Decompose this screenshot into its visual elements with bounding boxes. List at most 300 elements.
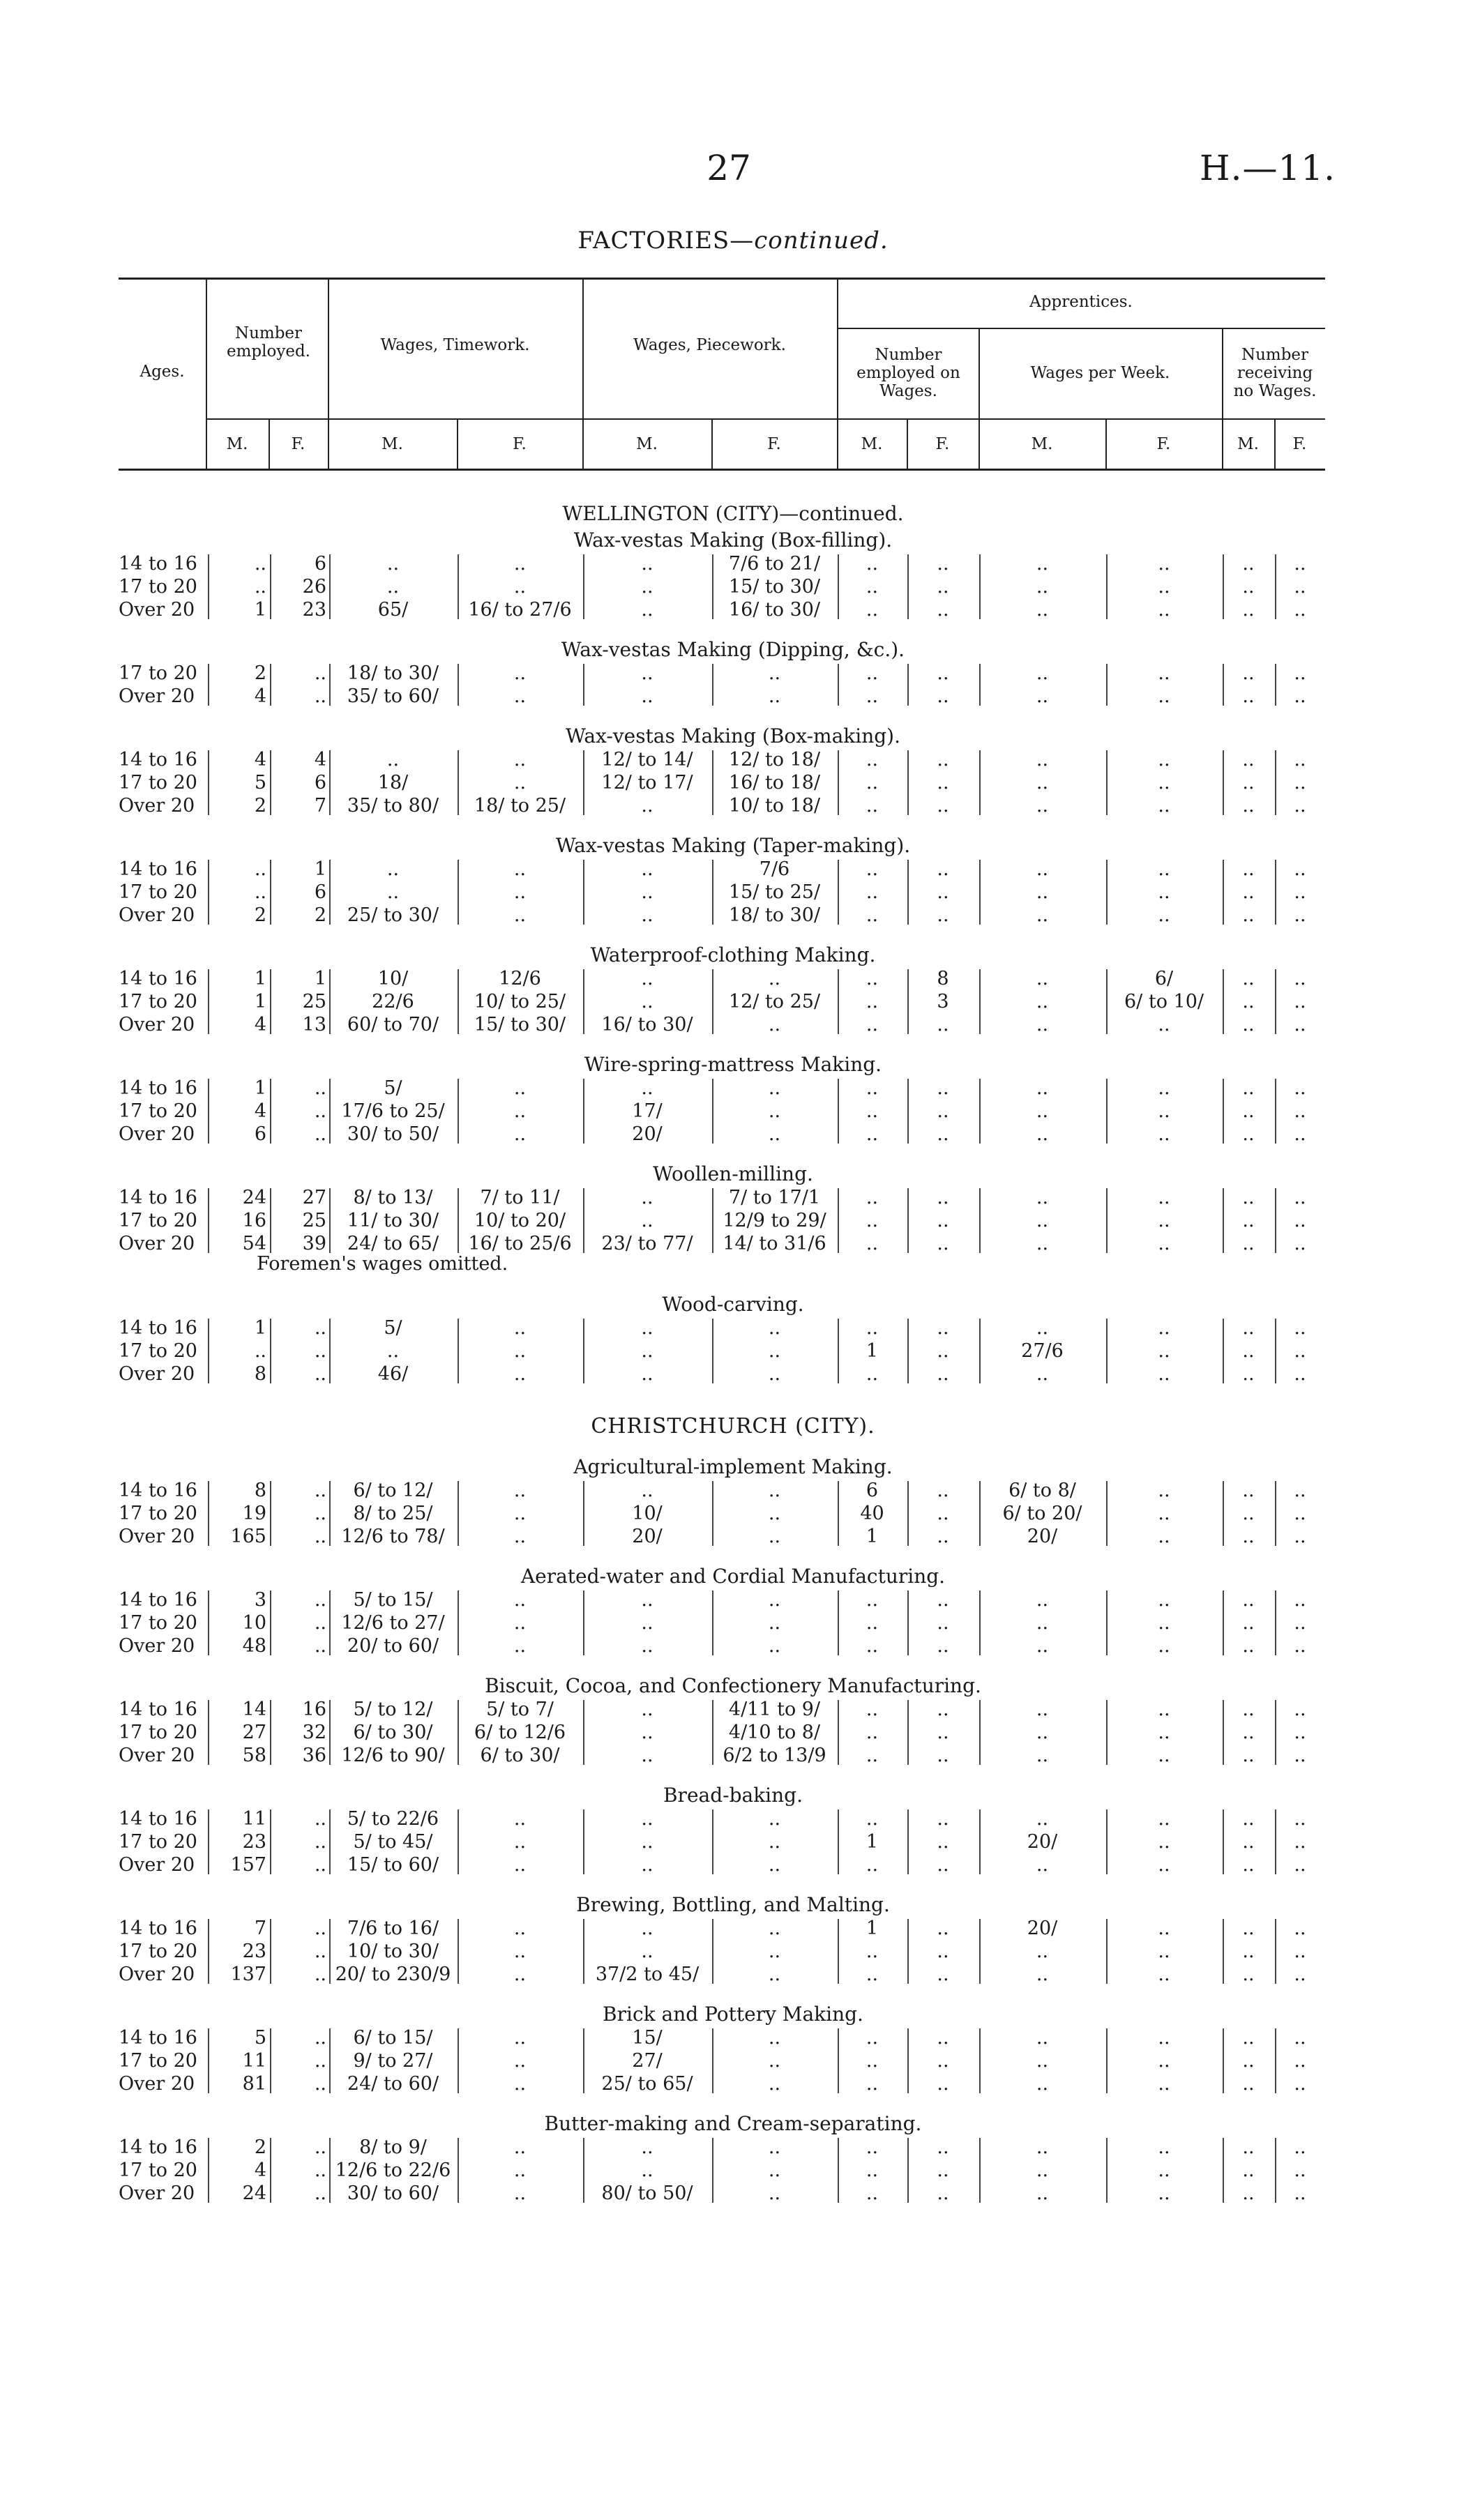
apprentice-employed-f-cell: .. (937, 858, 949, 880)
header-f: F. (767, 435, 781, 453)
apprentice-wages-m-cell: .. (1036, 1699, 1049, 1720)
no-wages-f-cell: .. (1294, 1526, 1306, 1547)
column-rule (1106, 1700, 1108, 1765)
apprentice-wages-m-cell: .. (1036, 1589, 1049, 1611)
no-wages-f-cell: .. (1294, 1123, 1306, 1145)
no-wages-m-cell: .. (1242, 1187, 1255, 1208)
piecework-f-cell: .. (768, 2160, 781, 2181)
apprentice-employed-m-cell: .. (866, 662, 879, 684)
apprentice-employed-f-cell: .. (937, 1340, 949, 1362)
apprentice-wages-m-cell: .. (1036, 1100, 1049, 1122)
apprentice-wages-f-cell: .. (1158, 795, 1170, 817)
piecework-m-cell: .. (641, 1077, 653, 1099)
employed-m-cell: 165 (230, 1526, 266, 1547)
column-rule (1223, 554, 1224, 619)
piecework-f-cell: .. (768, 1363, 781, 1385)
employed-m-cell: 11 (242, 1808, 266, 1830)
industry-heading: Brewing, Bottling, and Malting. (576, 1893, 890, 1916)
no-wages-f-cell: .. (1294, 1808, 1306, 1830)
column-rule (208, 1319, 209, 1383)
no-wages-m-cell: .. (1242, 2027, 1255, 2049)
column-rule (458, 1919, 459, 1984)
employed-f-cell: 39 (302, 1233, 326, 1254)
timework-f-cell: .. (513, 1123, 527, 1145)
header-wages-timework: Wages, Timework. (380, 336, 530, 354)
no-wages-f-cell: .. (1294, 2050, 1306, 2072)
column-rule (838, 1188, 839, 1253)
employed-m-cell: 2 (254, 795, 266, 817)
timework-f-cell: .. (513, 1340, 527, 1362)
column-rule (838, 1700, 839, 1765)
apprentice-wages-f-cell: .. (1158, 553, 1170, 575)
apprentice-employed-f-cell: .. (937, 1526, 949, 1547)
apprentice-wages-m-cell: .. (1036, 599, 1049, 621)
column-rule (329, 2028, 331, 2093)
apprentice-employed-f-cell: .. (937, 1100, 949, 1122)
employed-m-cell: .. (254, 881, 266, 903)
apprentice-employed-m-cell: .. (866, 795, 879, 817)
header-wages-piecework: Wages, Piecework. (633, 336, 786, 354)
column-rule (907, 2138, 909, 2203)
header-f: F. (513, 435, 527, 453)
timework-f-cell: 18/ to 25/ (474, 795, 566, 817)
employed-m-cell: 4 (254, 685, 266, 707)
piecework-m-cell: .. (641, 2160, 653, 2181)
piecework-m-cell: .. (641, 1480, 653, 1501)
timework-m-cell: 65/ (377, 599, 409, 621)
column-rule (712, 1079, 713, 1144)
column-rule (907, 1481, 909, 1546)
timework-m-cell: 12/6 to 22/6 (335, 2160, 451, 2181)
piecework-m-cell: 27/ (632, 2050, 663, 2072)
column-rule (583, 2138, 584, 2203)
apprentice-employed-m-cell: .. (866, 2073, 879, 2095)
apprentice-employed-m-cell: .. (866, 991, 879, 1012)
no-wages-m-cell: .. (1242, 1635, 1255, 1657)
column-rule (907, 1591, 909, 1655)
piecework-m-cell: .. (641, 1589, 653, 1611)
timework-f-cell: 10/ to 20/ (474, 1210, 566, 1231)
apprentice-employed-m-cell: .. (866, 1699, 879, 1720)
apprentice-wages-f-cell: .. (1158, 2183, 1170, 2204)
timework-f-cell: .. (513, 858, 527, 880)
apprentice-wages-m-cell: 27/6 (1021, 1340, 1064, 1362)
employed-f-cell: .. (314, 1589, 326, 1611)
apprentice-employed-m-cell: .. (866, 553, 879, 575)
piecework-m-cell: .. (641, 1831, 653, 1853)
no-wages-f-cell: .. (1294, 1722, 1306, 1743)
column-rule (979, 1481, 981, 1546)
age-cell: 14 to 16 (119, 1699, 197, 1720)
no-wages-f-cell: .. (1294, 1100, 1306, 1122)
employed-m-cell: .. (254, 553, 266, 575)
piecework-f-cell: .. (768, 968, 781, 989)
apprentices-rule (837, 328, 1325, 329)
column-rule (329, 664, 331, 706)
apprentice-employed-f-cell: .. (937, 881, 949, 903)
column-rule (1275, 1481, 1276, 1546)
apprentice-employed-f-cell: .. (937, 1077, 949, 1099)
age-cell: 17 to 20 (119, 1831, 197, 1853)
no-wages-m-cell: .. (1242, 1233, 1255, 1254)
age-cell: Over 20 (119, 1363, 195, 1385)
industry-heading: Bread-baking. (663, 1784, 803, 1807)
apprentice-wages-m-cell: .. (1036, 2183, 1049, 2204)
apprentice-employed-f-cell: .. (937, 685, 949, 707)
column-rule (712, 664, 713, 706)
column-rule (329, 750, 331, 815)
column-rule (907, 1809, 909, 1874)
timework-f-cell: .. (513, 1612, 527, 1634)
piecework-m-cell: .. (641, 1317, 653, 1339)
piecework-f-cell: .. (768, 1964, 781, 1985)
timework-m-cell: 10/ (377, 968, 409, 989)
piecework-m-cell: .. (641, 795, 653, 817)
timework-m-cell: 8/ to 13/ (353, 1187, 433, 1208)
age-cell: Over 20 (119, 685, 195, 707)
column-rule (1275, 750, 1276, 815)
column-rule (1223, 1809, 1224, 1874)
age-cell: 17 to 20 (119, 772, 197, 794)
column-rule (979, 750, 981, 815)
apprentice-wages-m-cell: 6/ to 8/ (1008, 1480, 1076, 1501)
header-m: M. (1031, 435, 1053, 453)
column-rule (907, 1188, 909, 1253)
apprentice-wages-f-cell: .. (1158, 1854, 1170, 1876)
piecework-m-cell: .. (641, 881, 653, 903)
no-wages-f-cell: .. (1294, 991, 1306, 1012)
apprentice-employed-m-cell: .. (866, 1233, 879, 1254)
no-wages-m-cell: .. (1242, 1077, 1255, 1099)
column-rule (712, 750, 713, 815)
no-wages-m-cell: .. (1242, 1612, 1255, 1634)
apprentice-employed-f-cell: .. (937, 1722, 949, 1743)
apprentice-wages-f-cell: .. (1158, 1831, 1170, 1853)
apprentice-employed-m-cell: 1 (866, 1918, 879, 1939)
column-rule (1106, 969, 1108, 1034)
piecework-f-cell: 15/ to 30/ (728, 576, 821, 598)
no-wages-m-cell: .. (1242, 2183, 1255, 2204)
column-rule (208, 1591, 209, 1655)
timework-f-cell: 12/6 (499, 968, 541, 989)
apprentice-wages-m-cell: 6/ to 20/ (1002, 1503, 1082, 1524)
timework-m-cell: 6/ to 30/ (353, 1722, 433, 1743)
column-rule (1106, 1188, 1108, 1253)
no-wages-m-cell: .. (1242, 576, 1255, 598)
column-rule (979, 2028, 981, 2093)
timework-m-cell: 30/ to 50/ (347, 1123, 439, 1145)
column-rule (907, 1919, 909, 1984)
column-rule (838, 969, 839, 1034)
column-rule (458, 1809, 459, 1874)
employed-f-cell: 13 (302, 1014, 326, 1035)
apprentice-employed-m-cell: .. (866, 858, 879, 880)
header-m: M. (861, 435, 883, 453)
column-rule (583, 969, 584, 1034)
age-cell: 14 to 16 (119, 553, 197, 575)
apprentice-wages-f-cell: .. (1158, 1317, 1170, 1339)
no-wages-m-cell: .. (1242, 1503, 1255, 1524)
column-rule (583, 860, 584, 925)
city-heading: CHRISTCHURCH (CITY). (591, 1414, 875, 1439)
employed-m-cell: 81 (242, 2073, 266, 2095)
timework-f-cell: 16/ to 27/6 (468, 599, 572, 621)
apprentice-employed-m-cell: .. (866, 1808, 879, 1830)
page-title-main: FACTORIES— (577, 227, 755, 255)
timework-f-cell: .. (513, 553, 527, 575)
apprentice-wages-f-cell: .. (1158, 2027, 1170, 2049)
age-cell: 14 to 16 (119, 2027, 197, 2049)
no-wages-f-cell: .. (1294, 1918, 1306, 1939)
piecework-m-cell: .. (641, 1363, 653, 1385)
column-rule (1275, 1319, 1276, 1383)
employed-f-cell: 25 (302, 991, 326, 1012)
no-wages-f-cell: .. (1294, 685, 1306, 707)
piecework-m-cell: .. (641, 1918, 653, 1939)
apprentice-wages-f-cell: .. (1158, 599, 1170, 621)
employed-f-cell: .. (314, 1480, 326, 1501)
piecework-f-cell: .. (768, 2027, 781, 2049)
timework-m-cell: .. (386, 858, 400, 880)
no-wages-m-cell: .. (1242, 662, 1255, 684)
apprentice-employed-f-cell: .. (937, 1480, 949, 1501)
column-rule (907, 750, 909, 815)
column-rule (583, 750, 584, 815)
timework-m-cell: 18/ to 30/ (347, 662, 439, 684)
apprentice-employed-m-cell: .. (866, 2027, 879, 2049)
no-wages-f-cell: .. (1294, 1187, 1306, 1208)
age-cell: Over 20 (119, 1014, 195, 1035)
employed-f-cell: .. (314, 1854, 326, 1876)
column-rule (712, 2028, 713, 2093)
no-wages-m-cell: .. (1242, 1808, 1255, 1830)
column-rule (1106, 1079, 1108, 1144)
age-cell: 14 to 16 (119, 2136, 197, 2158)
industry-heading: Aerated-water and Cordial Manufacturing. (520, 1565, 946, 1588)
no-wages-f-cell: .. (1294, 1014, 1306, 1035)
industry-heading: Wax-vestas Making (Box-making). (566, 724, 900, 747)
timework-m-cell: 9/ to 27/ (353, 2050, 433, 2072)
no-wages-f-cell: .. (1294, 881, 1306, 903)
employed-f-cell: 1 (314, 858, 326, 880)
employed-m-cell: 16 (242, 1210, 266, 1231)
column-rule (1223, 1591, 1224, 1655)
employed-f-cell: 27 (302, 1187, 326, 1208)
header-f: F. (935, 435, 950, 453)
piecework-f-cell: 7/6 to 21/ (728, 553, 821, 575)
column-rule (1275, 1700, 1276, 1765)
column-rule (208, 2028, 209, 2093)
column-rule (270, 2028, 271, 2093)
employed-f-cell: 32 (302, 1722, 326, 1743)
column-rule (712, 860, 713, 925)
section-heading: WELLINGTON (CITY)—continued. (562, 502, 904, 525)
apprentice-employed-f-cell: .. (937, 1612, 949, 1634)
apprentice-employed-f-cell: .. (937, 749, 949, 771)
timework-m-cell: 35/ to 60/ (347, 685, 439, 707)
age-cell: 17 to 20 (119, 1340, 197, 1362)
no-wages-m-cell: .. (1242, 858, 1255, 880)
apprentice-employed-f-cell: .. (937, 576, 949, 598)
column-rule (458, 1481, 459, 1546)
column-rule (329, 860, 331, 925)
column-rule (583, 1481, 584, 1546)
employed-f-cell: .. (314, 2136, 326, 2158)
page-number: 27 (706, 148, 751, 188)
column-rule (979, 664, 981, 706)
column-rule (583, 1188, 584, 1253)
apprentice-employed-m-cell: .. (866, 2050, 879, 2072)
apprentice-wages-m-cell: .. (1036, 2160, 1049, 2181)
apprentice-wages-f-cell: .. (1158, 1233, 1170, 1254)
apprentice-wages-m-cell: .. (1036, 1123, 1049, 1145)
column-rule (1106, 664, 1108, 706)
page-title-italic: continued. (754, 227, 889, 255)
no-wages-f-cell: .. (1294, 1612, 1306, 1634)
employed-m-cell: 2 (254, 904, 266, 926)
apprentice-employed-m-cell: .. (866, 599, 879, 621)
apprentice-employed-m-cell: .. (866, 968, 879, 989)
apprentice-employed-m-cell: .. (866, 685, 879, 707)
employed-f-cell: 1 (314, 968, 326, 989)
timework-f-cell: .. (513, 2160, 527, 2181)
apprentice-employed-f-cell: .. (937, 2160, 949, 2181)
no-wages-f-cell: .. (1294, 1317, 1306, 1339)
column-rule (329, 1591, 331, 1655)
timework-f-cell: .. (513, 772, 527, 794)
piecework-f-cell: .. (768, 1941, 781, 1962)
column-rule (907, 860, 909, 925)
apprentice-wages-f-cell: .. (1158, 1941, 1170, 1962)
timework-f-cell: .. (513, 576, 527, 598)
header-number-employed: Number employed. (227, 324, 310, 360)
employed-f-cell: .. (314, 1123, 326, 1145)
employed-m-cell: 10 (242, 1612, 266, 1634)
employed-m-cell: .. (254, 858, 266, 880)
piecework-m-cell: .. (641, 1612, 653, 1634)
piecework-m-cell: 80/ to 50/ (601, 2183, 693, 2204)
age-cell: 17 to 20 (119, 576, 197, 598)
employed-m-cell: 2 (254, 2136, 266, 2158)
employed-m-cell: 11 (242, 2050, 266, 2072)
column-rule (907, 664, 909, 706)
apprentice-wages-m-cell: 20/ (1027, 1526, 1058, 1547)
column-rule (270, 1188, 271, 1253)
column-rule (329, 1809, 331, 1874)
timework-m-cell: 24/ to 65/ (347, 1233, 439, 1254)
piecework-f-cell: .. (768, 1100, 781, 1122)
piecework-m-cell: 17/ (632, 1100, 663, 1122)
no-wages-f-cell: .. (1294, 1589, 1306, 1611)
column-rule (208, 1481, 209, 1546)
column-rule (907, 2028, 909, 2093)
apprentice-wages-m-cell: .. (1036, 1964, 1049, 1985)
no-wages-m-cell: .. (1242, 1722, 1255, 1743)
column-rule (1275, 2138, 1276, 2203)
column-rule (583, 1919, 584, 1984)
apprentice-wages-f-cell: .. (1158, 2136, 1170, 2158)
age-cell: Over 20 (119, 2183, 195, 2204)
column-rule (1106, 2138, 1108, 2203)
employed-f-cell: .. (314, 2027, 326, 2049)
footnote: Foremen's wages omitted. (257, 1253, 508, 1275)
column-rule (979, 2138, 981, 2203)
column-rule (270, 969, 271, 1034)
age-cell: 17 to 20 (119, 2050, 197, 2072)
age-cell: Over 20 (119, 1123, 195, 1145)
no-wages-f-cell: .. (1294, 1854, 1306, 1876)
apprentice-employed-f-cell: .. (937, 1503, 949, 1524)
no-wages-f-cell: .. (1294, 2160, 1306, 2181)
column-rule (583, 1591, 584, 1655)
apprentice-wages-m-cell: .. (1036, 1317, 1049, 1339)
no-wages-m-cell: .. (1242, 1123, 1255, 1145)
employed-m-cell: 1 (254, 1317, 266, 1339)
timework-m-cell: 12/6 to 27/ (341, 1612, 445, 1634)
apprentice-employed-f-cell: .. (937, 1941, 949, 1962)
employed-m-cell: 23 (242, 1831, 266, 1853)
timework-m-cell: 7/6 to 16/ (347, 1918, 439, 1939)
piecework-m-cell: 20/ (632, 1526, 663, 1547)
age-cell: 14 to 16 (119, 968, 197, 989)
no-wages-f-cell: .. (1294, 1233, 1306, 1254)
no-wages-f-cell: .. (1294, 599, 1306, 621)
piecework-m-cell: .. (641, 553, 653, 575)
timework-m-cell: 6/ to 12/ (353, 1480, 433, 1501)
apprentice-wages-f-cell: .. (1158, 904, 1170, 926)
apprentice-wages-m-cell: .. (1036, 991, 1049, 1012)
column-rule (270, 1481, 271, 1546)
column-rule (1275, 1188, 1276, 1253)
no-wages-f-cell: .. (1294, 2136, 1306, 2158)
column-rule (979, 1809, 981, 1874)
timework-m-cell: 17/6 to 25/ (341, 1100, 445, 1122)
apprentice-employed-m-cell: .. (866, 881, 879, 903)
age-cell: Over 20 (119, 795, 195, 817)
age-cell: Over 20 (119, 1964, 195, 1985)
apprentice-employed-m-cell: .. (866, 749, 879, 771)
timework-m-cell: 30/ to 60/ (347, 2183, 439, 2204)
apprentice-employed-m-cell: .. (866, 2160, 879, 2181)
industry-heading: Wax-vestas Making (Box-filling). (573, 529, 893, 552)
industry-heading: Wood-carving. (662, 1293, 804, 1316)
column-rule (838, 1319, 839, 1383)
employed-f-cell: 16 (302, 1699, 326, 1720)
age-cell: 14 to 16 (119, 749, 197, 771)
apprentice-wages-m-cell: .. (1036, 1187, 1049, 1208)
piecework-f-cell: .. (768, 1123, 781, 1145)
apprentice-wages-f-cell: .. (1158, 1077, 1170, 1099)
column-rule (270, 2138, 271, 2203)
timework-f-cell: .. (513, 1363, 527, 1385)
piecework-m-cell: .. (641, 1854, 653, 1876)
apprentice-employed-m-cell: .. (866, 2183, 879, 2204)
piecework-f-cell: .. (768, 1612, 781, 1634)
timework-f-cell: .. (513, 749, 527, 771)
apprentice-employed-f-cell: .. (937, 772, 949, 794)
column-rule (1223, 750, 1224, 815)
employed-m-cell: 58 (242, 1745, 266, 1766)
apprentice-wages-f-cell: .. (1158, 2073, 1170, 2095)
piecework-m-cell: .. (641, 1635, 653, 1657)
apprentice-wages-f-cell: .. (1158, 772, 1170, 794)
apprentice-employed-f-cell: 8 (937, 968, 949, 989)
piecework-m-cell: .. (641, 2136, 653, 2158)
apprentice-employed-f-cell: .. (937, 1233, 949, 1254)
timework-m-cell: 20/ to 60/ (347, 1635, 439, 1657)
no-wages-m-cell: .. (1242, 2073, 1255, 2095)
apprentice-employed-f-cell: .. (937, 1187, 949, 1208)
